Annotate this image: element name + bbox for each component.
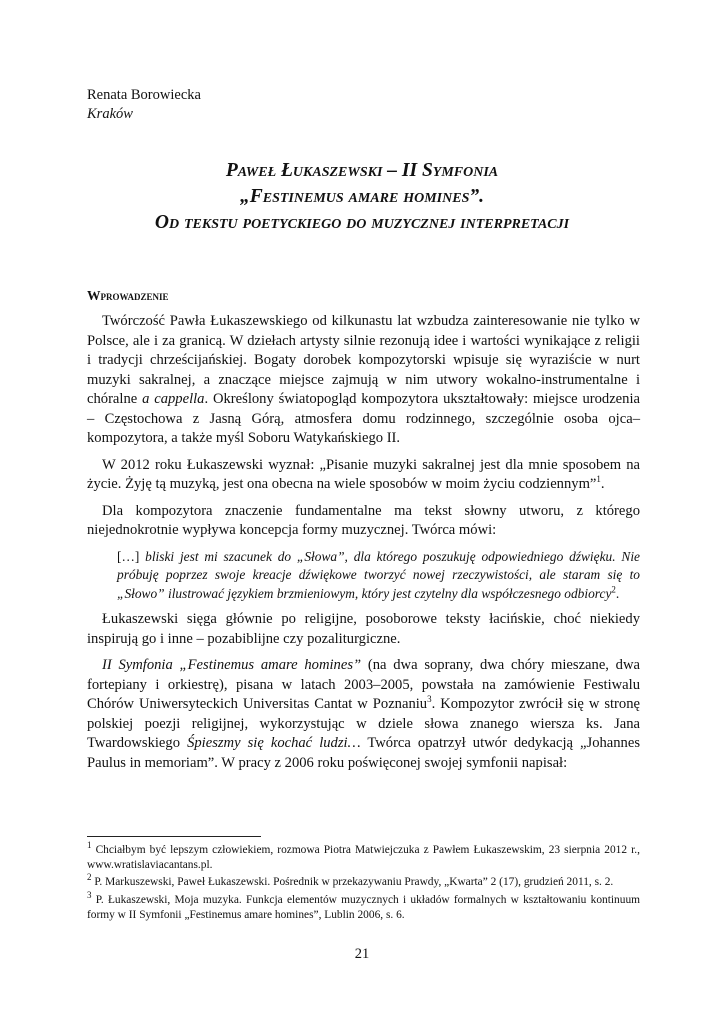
- paragraph-1-italic: a cappella: [142, 391, 205, 407]
- paragraph-2: [87, 456, 640, 495]
- footnote-1: [87, 840, 640, 873]
- paragraph-1: [87, 312, 640, 449]
- footnote-2-author: P. Markuszewski,: [94, 876, 175, 889]
- quote-start: […]: [117, 548, 140, 564]
- footnote-2: [87, 872, 640, 890]
- footnotes: [87, 840, 640, 925]
- footnote-2-title: Paweł Łukaszewski. Pośrednik w przekazywaniu Prawdy,: [177, 876, 442, 889]
- footnote-3-author: P. Łukaszewski,: [95, 893, 171, 906]
- footnote-divider: [87, 836, 261, 837]
- footnote-1-number: 1: [87, 840, 92, 851]
- page-number: 21: [354, 946, 370, 962]
- section-heading: Wprowadzenie: [87, 288, 169, 303]
- paragraph-5-text-c: Twórca opatrzył utwór dedykacją „Johannes Paulus in memoriam”. W pracy z 2006 roku poświęconej swojej symfonii napisał:: [87, 735, 641, 771]
- paragraph-1-text: Twórczość Pawła Łukaszewskiego od kilkunastu lat wzbudza zainteresowanie nie tylko w Polsce, ale i za granicą. W dziełach artysty silnie rezonują idee i wartości wynikające z religii i tradycji chrześcijańskiej. Bogaty dorobek kompozytorski wpisuje się wyraziście w nurt muzyki sakralnej, a znaczące miejsce zajmują w nim utwory wokalno-instrumentalne i chóralne: [87, 313, 640, 407]
- title-work: II Symfonia: [401, 160, 499, 181]
- paragraph-5-text-a: (na dwa soprany, dwa chóry mieszane, dwa fortepiany i orkiestrę), pisana w latach 2003–2005, powstała na zamówienie Festiwalu Chórów Uniwersyteckich Universitas Cantat w Poznaniu: [87, 657, 641, 712]
- footnote-3-number: 3: [87, 889, 92, 900]
- footnote-ref-3[interactable]: 3: [427, 694, 432, 705]
- footnote-ref-1[interactable]: 1: [596, 474, 601, 485]
- paragraph-2-text: W 2012 roku Łukaszewski wyznał: „Pisanie muzyki sakralnej jest dla mnie sposobem na życie. Żyję tą muzyką, jest ona obecna na wiele sposobów w moim życiu codziennym”: [87, 456, 640, 492]
- quote-end: .: [615, 585, 620, 601]
- title-line-3: Od tekstu poetyckiego do muzycznej interpretacji: [154, 212, 570, 233]
- paragraph-3: Dla kompozytora znaczenie fundamentalne ma tekst słowny utworu, z którego niejednokrotnie wypływa koncepcja formy muzycznej. Twórca mówi:: [87, 502, 640, 538]
- article-title: [60, 158, 664, 236]
- paragraph-2-end: .: [600, 476, 605, 492]
- footnote-1-text: , rozmowa Piotra Matwiejczuka z Pawłem Łukaszewskim, 23 sierpnia 2012 r., www.wratislaviacantans.pl.: [87, 844, 640, 872]
- poem-title: Śpieszmy się kochać ludzi…: [187, 735, 361, 751]
- footnote-3-title: Moja muzyka. Funkcja elementów muzycznych i układów formalnych w kształtowaniu kontinuum formy w II Symfonii „Festinemus amare homines”: [87, 893, 640, 921]
- title-composer: Paweł Łukaszewski: [225, 160, 383, 181]
- paragraph-1-end: . Określony światopogląd kompozytora ukształtowały: miejsce urodzenia – Częstochowa z Jasną Górą, atmosfera domu rodzinnego, szczególnie osoba ojca–kompozytora, a także myśl Soboru Watykańskiego II.: [87, 391, 640, 446]
- title-line-1: [60, 158, 664, 184]
- paragraph-4: Łukaszewski sięga głównie po religijne, posoborowe teksty łacińskie, choć niekiedy inspirują go i inne – pozabiblijne czy pozaliturgiczne.: [87, 611, 640, 647]
- title-line-2: „Festinemus amare homines”.: [240, 186, 484, 207]
- article-body: [87, 312, 640, 780]
- footnote-2-number: 2: [87, 872, 92, 883]
- footnote-2-text: „Kwarta” 2 (17), grudzień 2011, s. 2.: [444, 876, 614, 889]
- footnote-ref-2[interactable]: 2: [611, 584, 616, 595]
- title-dash: –: [382, 160, 402, 181]
- quote-text: bliski jest mi szacunek do „Słowa”, dla którego poszukuję odpowiedniego dźwięku. Nie próbuję poprzez swoje kreacje dźwiękowe tworzyć nowej rzeczywistości, ale staram się to „Słowo” ilustrować językiem brzmieniowym, który jest czytelny dla współczesnego odbiorcy: [117, 548, 640, 601]
- work-title: II Symfonia „Festinemus amare homines”: [102, 657, 362, 673]
- author-block: [87, 86, 201, 124]
- author-city: Kraków: [87, 106, 133, 122]
- author-name: Renata Borowiecka: [87, 87, 201, 103]
- block-quote: [117, 548, 640, 604]
- paragraph-5: [87, 656, 640, 773]
- paragraph-5-text-b: . Kompozytor zwrócił się w stronę polskiej poezji religijnej, wykorzystując w dziele słowa znanego wiersza ks. Jana Twardowskiego: [87, 696, 640, 751]
- footnote-1-title: Chciałbym być lepszym człowiekiem: [95, 844, 271, 856]
- footnote-3: [87, 889, 640, 923]
- footnote-3-text: , Lublin 2006, s. 6.: [318, 908, 405, 921]
